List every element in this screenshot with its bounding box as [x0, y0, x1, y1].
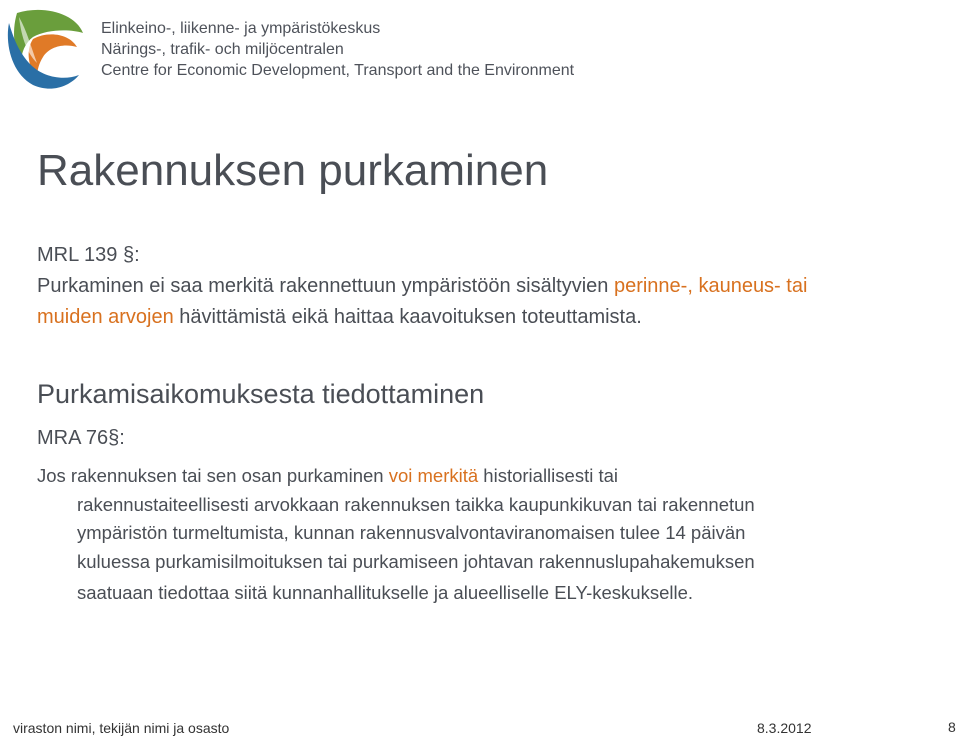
page-number: 8: [948, 719, 956, 735]
mrl-highlight-other-values: muiden arvojen: [37, 306, 174, 328]
mra-line-5: saatuaan tiedottaa siitä kunnanhallitukselle ja alueelliselle ELY-keskukselle.: [77, 582, 694, 604]
org-name-english: Centre for Economic Development, Transport and the Environment: [101, 62, 575, 79]
mra-reference: MRA 76§:: [37, 427, 125, 449]
mra-line-2: rakennustaiteellisesti arvokkaan rakennuksen taikka kaupunkikuvan tai rakennetun: [77, 493, 755, 515]
mrl-text-line-1: [37, 271, 939, 302]
mra-line-4: kuluessa purkamisilmoituksen tai purkamiseen johtavan rakennuslupahakemuksen: [77, 550, 755, 572]
mra-line-1: [37, 462, 939, 491]
mra-paragraph: [37, 462, 939, 608]
mra-text-b: historiallisesti tai: [478, 465, 618, 486]
footer-date: 8.3.2012: [757, 720, 812, 736]
section-subheading: Purkamisaikomuksesta tiedottaminen: [37, 379, 485, 409]
mrl-reference: MRL 139 §:: [37, 244, 140, 266]
mrl-highlight-values: perinne-, kauneus- tai: [613, 275, 808, 297]
org-name-swedish: Närings-, trafik- och miljöcentralen: [101, 41, 344, 58]
ely-logo: [3, 3, 85, 89]
mra-section: [37, 423, 939, 608]
mra-highlight: voi merkitä: [388, 465, 479, 486]
mrl-text-cont: hävittämistä eikä haittaa kaavoituksen toteuttamista.: [173, 306, 642, 328]
header: [0, 0, 959, 95]
slide-title: Rakennuksen purkaminen: [37, 146, 549, 195]
mrl-text-line-2: [37, 302, 939, 333]
mra-line-3: ympäristön turmeltumista, kunnan rakennusvalvontaviranomaisen tulee 14 päivän: [77, 522, 746, 544]
organization-name: [101, 18, 574, 81]
mrl-section: [37, 240, 939, 333]
mrl-text: Purkaminen ei saa merkitä rakennettuun ympäristöön sisältyvien: [37, 275, 614, 297]
mra-text-a: Jos rakennuksen tai sen osan purkaminen: [37, 465, 389, 486]
footer-agency-author: viraston nimi, tekijän nimi ja osasto: [13, 720, 230, 736]
org-name-finnish: Elinkeino-, liikenne- ja ympäristökeskus: [101, 20, 381, 37]
subheading-block: [37, 379, 939, 410]
footer: [0, 717, 959, 739]
